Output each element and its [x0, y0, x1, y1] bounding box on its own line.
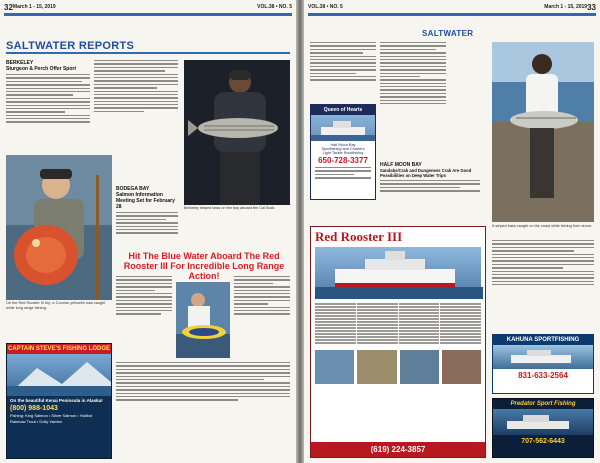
spread-gutter — [296, 0, 304, 463]
ad-captain-line2: Rainbow Trout • Dolly Varden — [10, 419, 63, 424]
report-berkeley-continued — [94, 60, 178, 112]
ad-queen-of-hearts[interactable] — [310, 104, 376, 200]
ad-red-rooster[interactable] — [310, 226, 486, 458]
ad-red-rooster-phone[interactable]: (619) 224-3857 — [311, 442, 485, 457]
ad-kahuna-title: KAHUNA SPORTFISHING — [493, 335, 593, 345]
right-text-col-3 — [492, 240, 594, 285]
photo-shore-bass-image — [492, 42, 594, 222]
ad-red-rooster-title: Red Rooster III — [315, 229, 403, 244]
photo-striped-bass-image — [184, 60, 290, 205]
main-headline: Hit The Blue Water Aboard The Red Rooster III For Incredible Long Range Action! — [123, 251, 285, 281]
ad-captain-steves[interactable] — [6, 343, 112, 459]
ad-predator-photo — [493, 409, 593, 435]
ad-red-rooster-schedule — [311, 299, 485, 348]
left-header-rule — [4, 13, 292, 16]
ad-captain-phone: (800) 988-1043 — [10, 405, 58, 412]
report-half-moon-bay — [380, 162, 480, 192]
ad-predator[interactable] — [492, 398, 594, 458]
ad-kahuna-phone[interactable]: 831-633-2564 — [518, 371, 568, 380]
ad-red-rooster-photo — [315, 247, 481, 299]
ad-captain-tagline: On the beautiful Kenai Peninsula in Alaska! — [10, 398, 103, 403]
right-header-rule — [308, 13, 596, 16]
photo-yellowfin-image — [6, 155, 112, 300]
ad-queen-phone[interactable]: 650-728-3377 — [318, 156, 368, 165]
right-folio-vol: VOL.38 • NO. 5 — [308, 4, 343, 10]
ad-red-rooster-thumbs — [311, 348, 485, 386]
section-title-right: SALTWATER — [422, 29, 474, 38]
article-col-3 — [116, 362, 290, 401]
ad-captain-line1: Fishing: King Salmon • Silver Salmon • Halibut — [10, 413, 93, 418]
ad-predator-title: Predator Sport Fishing — [510, 401, 576, 407]
ad-queen-line-2: Light Tackle Rockfishing — [322, 151, 364, 155]
left-folio-vol: VOL.38 • NO. 5 — [257, 4, 292, 10]
section-title-left: SALTWATER REPORTS — [6, 40, 290, 54]
right-text-col-1 — [310, 42, 376, 81]
right-page — [304, 0, 600, 463]
photo-shore-bass — [492, 42, 594, 222]
report-half-moon-bay-title: HALF MOON BAY — [380, 162, 422, 168]
report-bodega-subtitle: Salmon Information Meeting Set for February 28 — [116, 192, 175, 210]
ad-captain-photo — [7, 354, 111, 396]
left-page — [0, 0, 296, 463]
photo-striped-bass — [184, 60, 290, 205]
page-number-left: 32 — [4, 2, 13, 12]
left-folio-date: March 1 - 15, 2019 — [12, 4, 56, 10]
report-berkeley — [6, 60, 90, 123]
ad-kahuna[interactable] — [492, 334, 594, 394]
right-text-col-2 — [380, 42, 446, 104]
photo-yellowfin — [6, 155, 112, 300]
ad-queen-line-1: Sportfishing and Charters — [321, 147, 365, 151]
page-number-right: 33 — [587, 2, 596, 12]
report-berkeley-subtitle: Sturgeon & Perch Offer Sport — [6, 66, 77, 72]
left-folio — [4, 2, 292, 12]
report-half-moon-bay-subtitle: Sandabs/Crab and Dungeness Crab Are Good Possibilities on Deep Water Trips — [380, 168, 472, 178]
ad-captain-title: CAPTAIN STEVE'S FISHING LODGE — [8, 346, 110, 352]
ad-queen-photo — [311, 115, 375, 141]
ad-kahuna-photo — [493, 345, 593, 369]
article-col-1 — [116, 276, 172, 315]
report-berkeley-body — [6, 74, 90, 123]
report-berkeley-title: BERKELEY — [6, 60, 34, 66]
ad-predator-phone[interactable]: 707-562-6443 — [521, 438, 565, 445]
ad-queen-line-0: Half Moon Bay — [330, 143, 356, 147]
report-bodega-title: BODEGA BAY — [116, 186, 150, 192]
photo-striped-bass-caption: Berkeley striped bass on the bay aboard the Cal Boat. — [184, 206, 275, 210]
photo-yellowfin-catch — [176, 282, 230, 358]
article-col-2 — [234, 276, 290, 315]
right-folio-date: March 1 - 15, 2019 — [544, 4, 588, 10]
photo-yellowfin-catch-image — [176, 282, 230, 358]
right-folio — [308, 2, 596, 12]
ad-queen-title: Queen of Hearts — [311, 105, 375, 115]
photo-yellowfin-caption: On the Red Rooster III trip, a 3-ocean yellowfin was caught while long range fishing. — [6, 301, 106, 310]
report-bodega — [116, 186, 178, 234]
photo-shore-bass-caption: A striped bass caught on the coast while fishing from shore. — [492, 224, 593, 228]
